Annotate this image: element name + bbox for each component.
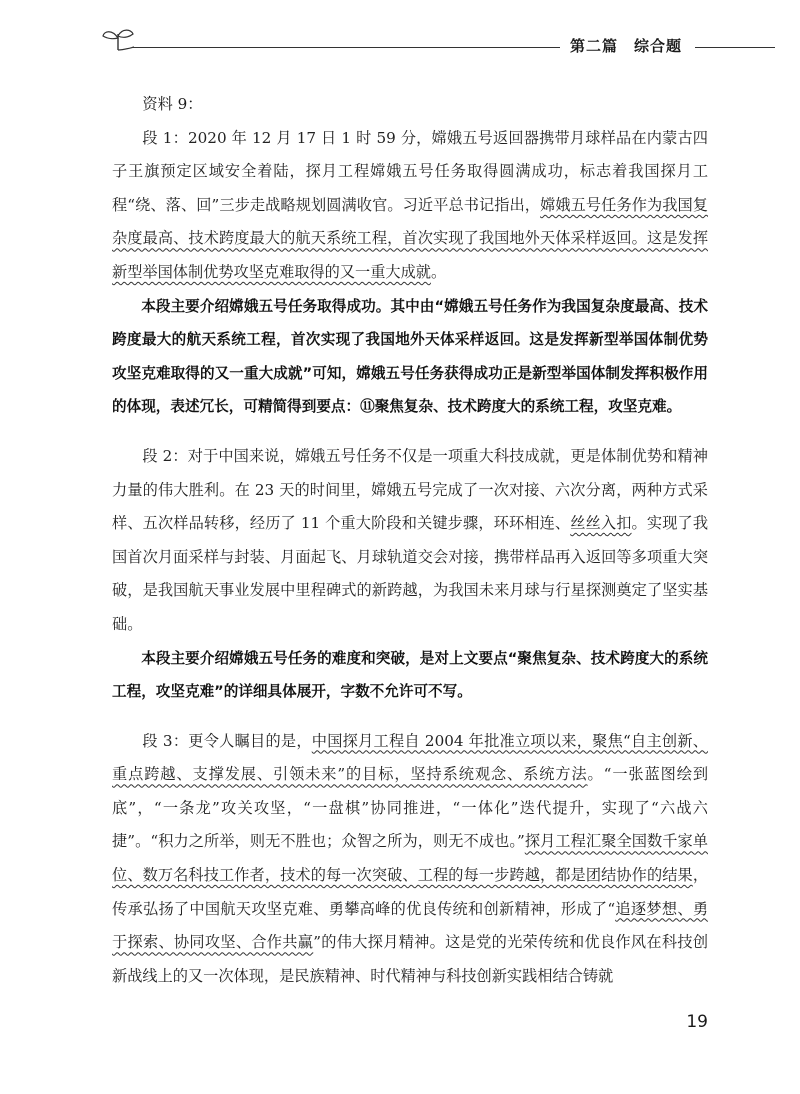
paragraph-gap: [112, 709, 708, 725]
underlined-key-sentence: 追逐梦想、勇于探索、协同攻坚、合作共赢: [112, 899, 709, 952]
underlined-phrase: 丝丝入扣: [570, 514, 632, 533]
section-title: 第二篇 综合题: [570, 37, 683, 55]
text-run: 段 2：对于中国来说，嫦娥五号任务不仅是一项重大科技成就，更是体制优势和精神力量的伟大胜利。在 23 天的时间里，嫦娥五号完成了一次对接、六次分离，两种方式采样、五次样品转移，经历了 11 个重大阶段和关键步骤，环环相连、: [112, 446, 708, 533]
analysis-paragraph-2: 本段主要介绍嫦娥五号任务的难度和突破，是对上文要点“聚焦复杂、技术跨度大的系统工程，攻坚克难”的详细具体展开，字数不允许可不写。: [112, 649, 708, 701]
header-rule-right: [695, 47, 775, 48]
underlined-key-sentence: 嫦娥五号任务作为我国复杂度最高、技术跨度最大的航天系统工程，首次实现了我国地外天体采样返回。这是发挥新型举国体制优势攻坚克难取得的又一重大成就: [112, 195, 708, 281]
material-label: 资料 9：: [142, 95, 203, 113]
text-run: ”的伟大探月精神。这是党的光荣传统和优良作风在科技创新战线上的又一次体现，是民族精神、时代精神与科技创新实践相结合铸就: [112, 933, 709, 985]
source-paragraph-3: [112, 725, 708, 994]
sprout-icon: [100, 26, 136, 52]
running-header: [0, 0, 800, 70]
paragraph-gap: [112, 424, 708, 440]
analysis-paragraph-1: 本段主要介绍嫦娥五号任务取得成功。其中由“嫦娥五号任务作为我国复杂度最高、技术跨度最大的航天系统工程，首次实现了我国地外天体采样返回。这是发挥新型举国体制优势攻坚克难取得的又一重大成就”可知，嫦娥五号任务获得成功正是新型举国体制发挥积极作用的体现，表述冗长，可精简得到要点：⑪聚焦复杂、技术跨度大的系统工程，攻坚克难。: [112, 297, 708, 416]
page-body: [112, 88, 708, 993]
source-paragraph-1: [112, 122, 708, 290]
text-run: 段 1：2020 年 12 月 17 日 1 时 59 分，嫦娥五号返回器携带月球样品在内蒙古四子王旗预定区域安全着陆，探月工程嫦娥五号任务取得圆满成功，标志着我国探月工程“绕、落、回”三步走战略规划圆满收官。习近平总书记指出，: [112, 128, 708, 214]
source-paragraph-2: [112, 440, 708, 642]
underlined-key-sentence: 中国探月工程自 2004 年批准立项以来，聚焦“自主创新、重点跨越、支撑发展、引领未来”的目标，坚持系统观念、系统方法: [112, 731, 708, 784]
header-rule-left: [132, 47, 560, 48]
text-run: ，传承弘扬了中国航天攻坚克难、勇攀高峰的优良传统和创新精神，形成了“: [112, 866, 708, 918]
text-run: 。实现了我国首次月面采样与封装、月面起飞、月球轨道交会对接，携带样品再入返回等多项重大突破，是我国航天事业发展中里程碑式的新跨越，为我国未来月球与行星探测奠定了坚实基础。: [112, 514, 709, 633]
text-run: 。“一张蓝图绘到底”，“一条龙”攻关攻坚，“一盘棋”协同推进，“一体化”迭代提升，实现了“六战六捷”。“积力之所举，则无不胜也；众智之所为，则无不成也。”: [112, 765, 709, 851]
text-run: 段 3：更令人瞩目的是，: [142, 731, 312, 750]
page-number: 19: [686, 1012, 708, 1032]
text-run: 。: [430, 262, 447, 281]
underlined-key-sentence: 探月工程汇聚全国数千家单位、数万名科技工作者，技术的每一次突破、工程的每一步跨越，都是团结协作的结果: [112, 832, 708, 885]
